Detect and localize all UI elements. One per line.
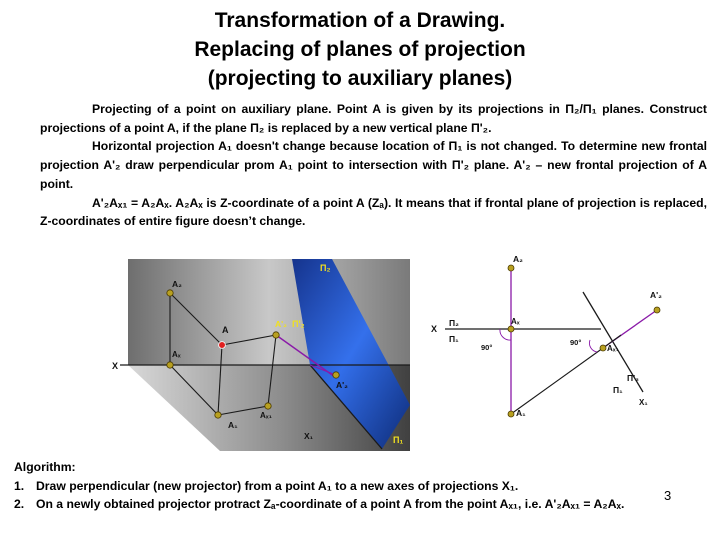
- point-ax1: [600, 345, 606, 351]
- label-pi1-b: П₁: [613, 385, 623, 395]
- point-a1: [508, 411, 514, 417]
- title-line-3: (projecting to auxiliary planes): [207, 67, 513, 90]
- label-ax: Aₓ: [172, 350, 181, 359]
- point-a2-prime-b: [333, 372, 339, 378]
- algorithm-step: 2. On a newly obtained projector protract Zₐ-coordinate of a point A from the point Aₓ₁, i.e. A'₂Aₓ₁ = A₂Aₓ.: [14, 497, 625, 511]
- page-number: 3: [664, 488, 672, 503]
- label-a2: A₂: [513, 254, 523, 264]
- label-ax1: Aₓ₁: [607, 344, 620, 353]
- label-pi1: П₁: [449, 334, 459, 344]
- explanation-text: [40, 100, 707, 231]
- label-a2-prime: A'₂: [275, 319, 287, 329]
- epure-diagram: [425, 252, 720, 447]
- point-a2-prime: [654, 307, 660, 313]
- label-a2-prime: A'₂: [650, 290, 662, 300]
- point-ax: [167, 362, 173, 368]
- label-pi2-prime: П'₂: [627, 373, 639, 383]
- point-ax1: [265, 403, 271, 409]
- spatial-diagram: [110, 255, 420, 455]
- algorithm-heading: Algorithm:: [14, 460, 76, 474]
- label-pi2: П₂: [449, 318, 459, 328]
- point-a: [219, 342, 226, 349]
- label-a1: A₁: [228, 420, 238, 430]
- label-x1: X₁: [304, 431, 314, 441]
- paragraph-1: Projecting of a point on auxiliary plane. Point A is given by its projections in Π₂/Π₁ planes. Construct projections of a point A, if the plane Π₂ is replaced by a new vertical plane Π'₂.: [40, 102, 707, 135]
- title-line-2: Replacing of planes of projection: [194, 38, 526, 61]
- page-title: [0, 6, 720, 93]
- label-a2: A₂: [172, 279, 182, 289]
- label-x: X: [112, 361, 119, 371]
- point-ax: [508, 326, 514, 332]
- point-a1: [215, 412, 221, 418]
- label-x: X: [431, 324, 438, 334]
- point-a2: [167, 290, 173, 296]
- label-ax: Aₓ: [511, 317, 520, 326]
- algorithm-step: 1. Draw perpendicular (new projector) from a point A₁ to a new axes of projections X₁.: [14, 478, 519, 493]
- projector-a1-ax1: [511, 348, 603, 414]
- paragraph-2: Horizontal projection A₁ doesn't change because location of Π₁ is not changed. To determine new frontal projection A'₂ draw perpendicular prom A₁ point to intersection with Π'₂ plane. A'₂ – new frontal projection of A point.: [40, 139, 707, 191]
- algorithm-section: [14, 458, 654, 514]
- label-pi2: П₂: [320, 263, 331, 273]
- label-a: A: [222, 325, 229, 335]
- title-line-1: Transformation of a Drawing.: [214, 9, 506, 32]
- label-pi2-prime: П'₂: [292, 319, 305, 329]
- label-ax1: Aₓ₁: [260, 411, 273, 420]
- paragraph-3: A'₂Aₓ₁ = A₂Aₓ. A₂Aₓ is Z-coordinate of a point A (Zₐ). It means that if frontal plane of projection is replaced, Z-coordinates of entire figure doesn’t change.: [40, 195, 707, 229]
- point-a2-prime: [273, 332, 279, 338]
- point-a2: [508, 265, 514, 271]
- label-x1: X₁: [639, 398, 648, 407]
- label-pi1: П₁: [393, 435, 404, 445]
- label-angle-2: 90°: [570, 338, 582, 347]
- label-a1: A₁: [516, 408, 526, 418]
- label-angle-1: 90°: [481, 343, 493, 352]
- label-a2-prime-b: A'₂: [336, 380, 348, 390]
